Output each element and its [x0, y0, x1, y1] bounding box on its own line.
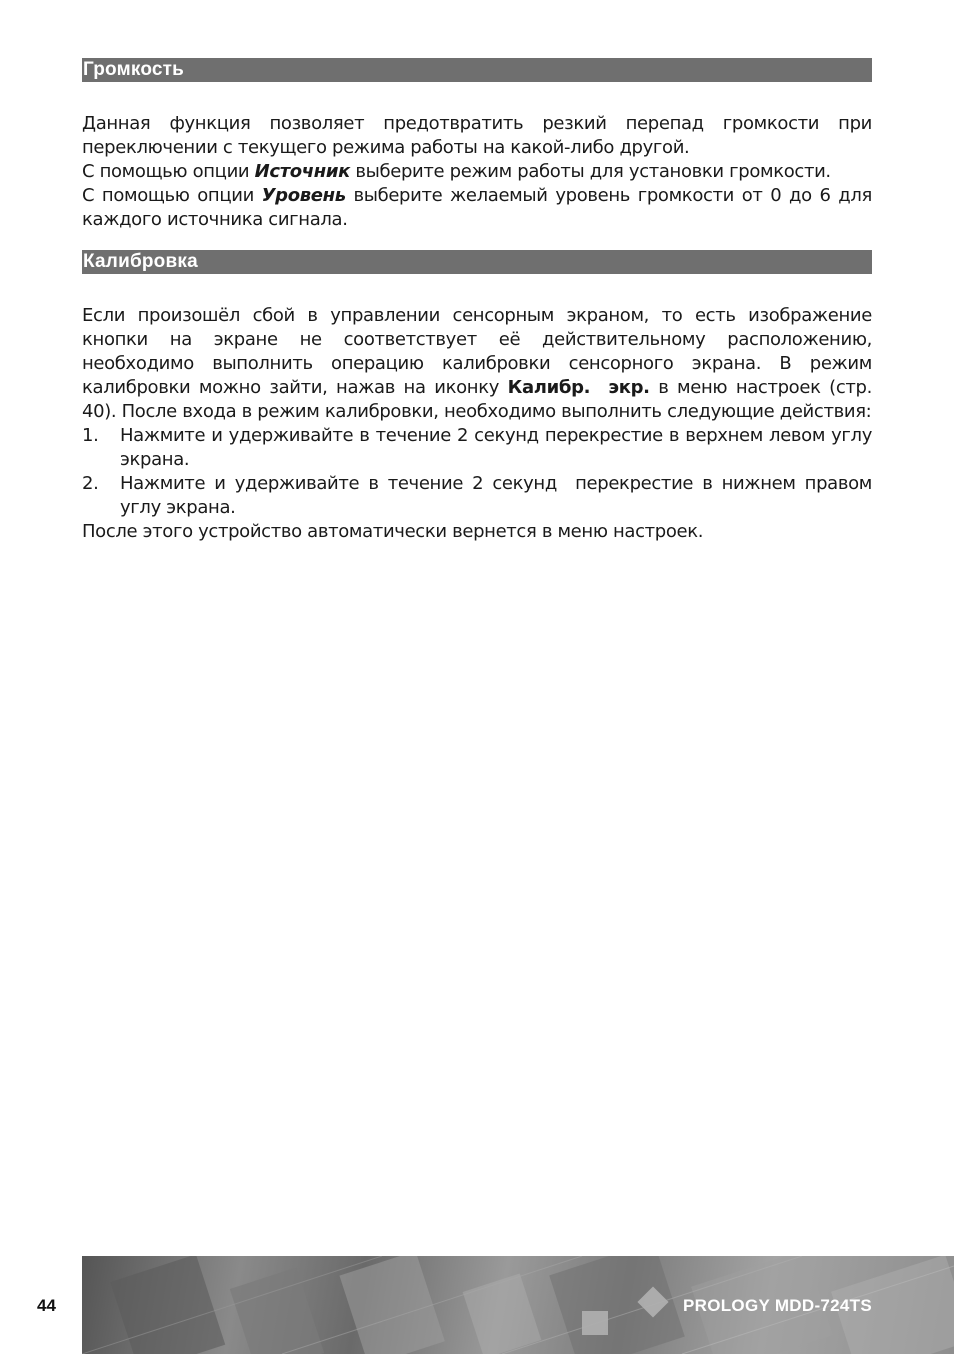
calibration-steps — [82, 424, 878, 520]
volume-description: Данная функция позволяет предотвратить резкий перепад громкости при переключении с текущего режима работы на какой-либо другой. — [82, 113, 872, 158]
volume-level-instruction: С помощью опции Уровень выберите желаемый уровень громкости от 0 до 6 для каждого источника сигнала. — [82, 185, 872, 230]
footer-banner — [82, 1256, 954, 1354]
calibration-icon-name: Калибр. экр. — [507, 377, 650, 398]
calibration-outro: После этого устройство автоматически вернется в меню настроек. — [82, 521, 704, 542]
volume-source-instruction: С помощью опции Источник выберите режим работы для установки громкости. — [82, 161, 831, 182]
footer-product-name: PROLOGY MDD-724TS — [683, 1296, 872, 1315]
list-item: 1. Нажмите и удерживайте в течение 2 секунд перекрестие в верхнем левом углу экрана. — [82, 425, 872, 470]
page-number: 44 — [37, 1296, 56, 1315]
calibration-intro: Если произошёл сбой в управлении сенсорным экраном, то есть изображение кнопки на экране не соответствует её действительному расположению, необходимо выполнить операцию калибровки сенсорного экрана. В режим калибровки можно зайти, нажав на иконку Калибр. экр. в меню настроек (стр. 40). После входа в режим калибровки, необходимо выполнить следующие действия: — [82, 305, 872, 422]
option-source: Источник — [254, 161, 351, 182]
list-item: 2. Нажмите и удерживайте в течение 2 секунд перекрестие в нижнем правом углу экрана. — [82, 473, 878, 518]
page-content — [82, 58, 878, 544]
section-heading-calibration: Калибровка — [82, 250, 872, 274]
option-level: Уровень — [261, 185, 346, 206]
section-heading-volume: Громкость — [82, 58, 872, 82]
